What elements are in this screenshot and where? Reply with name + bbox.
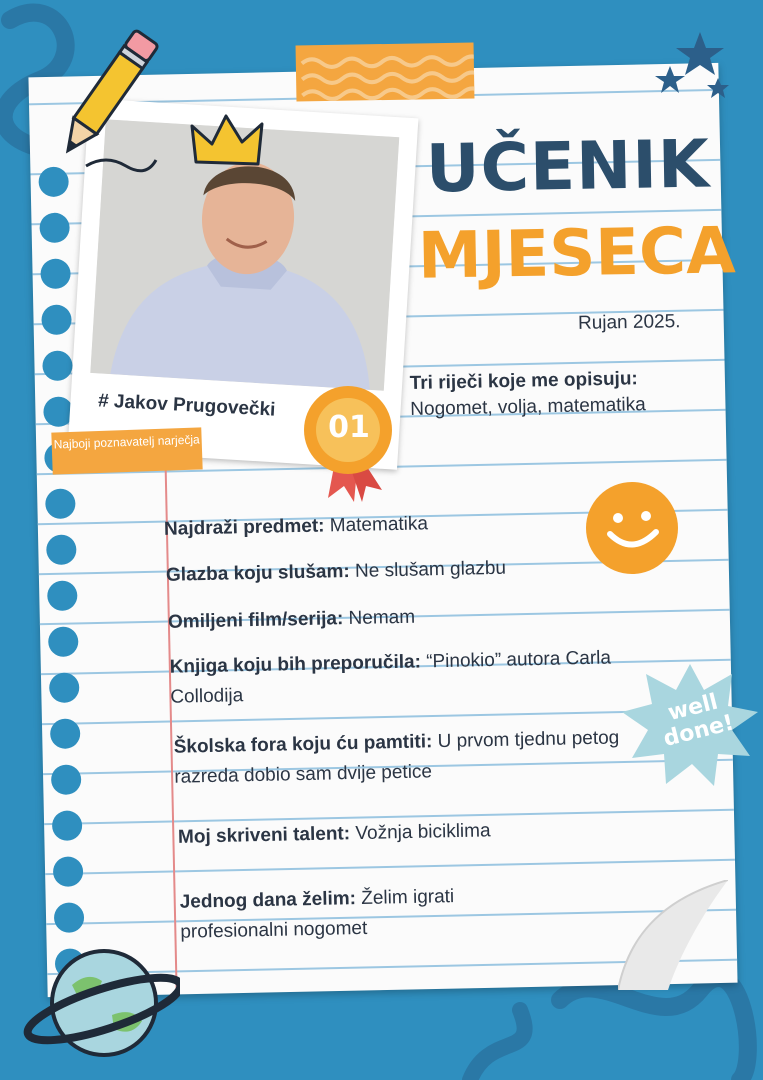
student-tag	[51, 427, 202, 474]
answer-value: Matematika	[329, 513, 429, 537]
answer-label: Moj skriveni talent:	[177, 823, 351, 848]
rank-ribbon-icon	[300, 386, 400, 506]
answer-value: Vožnja biciklima	[355, 820, 491, 845]
student-name: # Jakov Prugovečki	[97, 390, 276, 421]
tape-wave-pattern	[296, 42, 475, 101]
answer-label: Omiljeni film/serija:	[167, 608, 344, 633]
well-done-text: well done!	[661, 689, 737, 752]
answer-label: Najdraži predmet:	[163, 515, 325, 540]
three-words-section	[409, 365, 700, 423]
title-line-1: UČENIK	[425, 125, 711, 208]
rank-number: 01	[328, 410, 370, 445]
planet-icon	[20, 945, 180, 1065]
pencil-icon	[30, 16, 180, 176]
three-words-value: Nogomet, volja, matematika	[410, 394, 646, 421]
answer-value: Ne slušam glazbu	[354, 557, 507, 582]
page-curl	[618, 880, 728, 990]
answer-school-joke	[173, 723, 624, 792]
answer-value: U prvom tjednu petog razreda dobio sam dvije petice	[174, 727, 620, 788]
three-words-label: Tri riječi koje me opisuju:	[409, 368, 638, 395]
answer-label: Školska fora koju ću pamtiti:	[173, 731, 433, 758]
answer-book	[169, 643, 620, 712]
answer-label: Glazba koju slušam:	[165, 560, 350, 586]
month-date: Rujan 2025.	[577, 311, 681, 334]
rank-badge	[300, 386, 400, 506]
answer-label: Knjiga koju bih preporučila:	[169, 651, 422, 678]
well-done-sticker	[620, 660, 760, 790]
answer-value: “Pinokio” autora Carla Collodija	[170, 647, 612, 708]
stars-icon	[640, 30, 750, 110]
answer-someday	[179, 880, 540, 948]
title-line-2: MJESECA	[417, 214, 737, 294]
answer-label: Jednog dana želim:	[179, 888, 357, 913]
crown-icon	[190, 112, 266, 182]
answer-value: Želim igrati profesionalni nogomet	[180, 886, 455, 943]
answer-value: Nemam	[348, 606, 416, 630]
washi-tape	[296, 42, 475, 101]
student-tag-text: Najboji poznavatelj narječja	[53, 432, 200, 452]
